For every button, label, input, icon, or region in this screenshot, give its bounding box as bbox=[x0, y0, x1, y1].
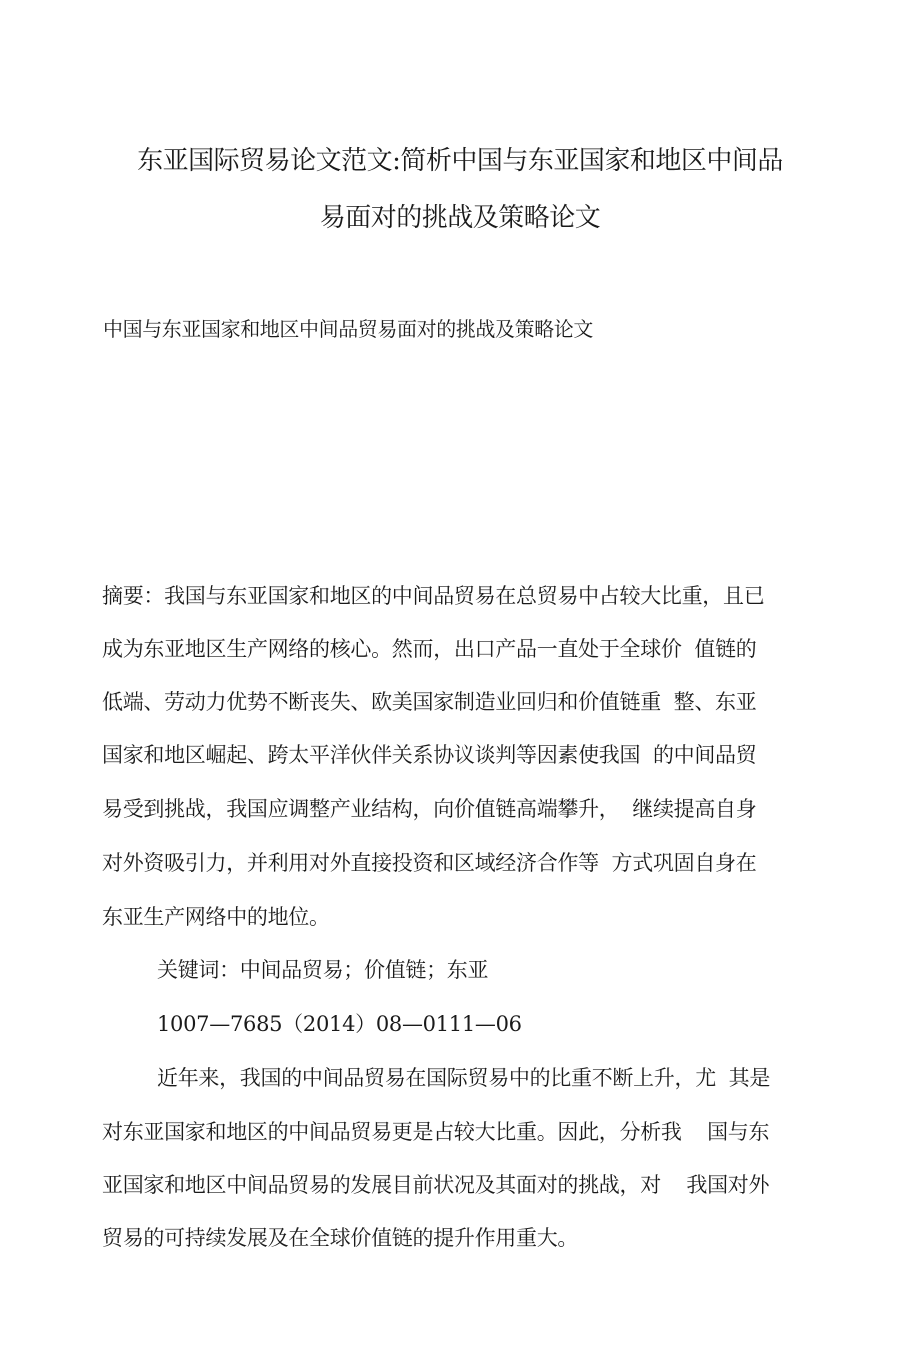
abstract-line: 易受到挑战，我国应调整产业结构，向价值链高端攀升， 继续提高自身 bbox=[102, 797, 757, 821]
abstract-line: 低端、劳动力优势不断丧失、欧美国家制造业回归和价值链重 整、东亚 bbox=[102, 690, 757, 714]
abstract-line: 摘要：我国与东亚国家和地区的中间品贸易在总贸易中占较大比重，且已 bbox=[102, 584, 765, 608]
keywords: 关键词：中间品贸易；价值链；东亚 bbox=[157, 958, 489, 982]
document-code: 1007—7685（2014）08—0111—06 bbox=[157, 1012, 522, 1036]
abstract-line: 对外资吸引力，并利用对外直接投资和区域经济合作等 方式巩固自身在 bbox=[102, 851, 757, 875]
document-subtitle: 中国与东亚国家和地区中间品贸易面对的挑战及策略论文 bbox=[103, 317, 593, 341]
body-line: 对东亚国家和地区的中间品贸易更是占较大比重。因此，分析我 国与东 bbox=[102, 1120, 770, 1144]
body-line: 亚国家和地区中间品贸易的发展目前状况及其面对的挑战，对 我国对外 bbox=[102, 1173, 770, 1197]
body-line: 贸易的可持续发展及在全球价值链的提升作用重大。 bbox=[102, 1226, 579, 1250]
document-title-line-2: 易面对的挑战及策略论文 bbox=[319, 203, 601, 233]
body-line: 近年来，我国的中间品贸易在国际贸易中的比重不断上升，尤 其是 bbox=[157, 1066, 771, 1090]
abstract-line: 东亚生产网络中的地位。 bbox=[102, 905, 330, 929]
abstract-line: 成为东亚地区生产网络的核心。然而，出口产品一直处于全球价 值链的 bbox=[102, 637, 757, 661]
abstract-line: 国家和地区崛起、跨太平洋伙伴关系协议谈判等因素使我国 的中间品贸 bbox=[102, 743, 757, 767]
document-title-line-1: 东亚国际贸易论文范文:简析中国与东亚国家和地区中间品 bbox=[137, 146, 783, 176]
